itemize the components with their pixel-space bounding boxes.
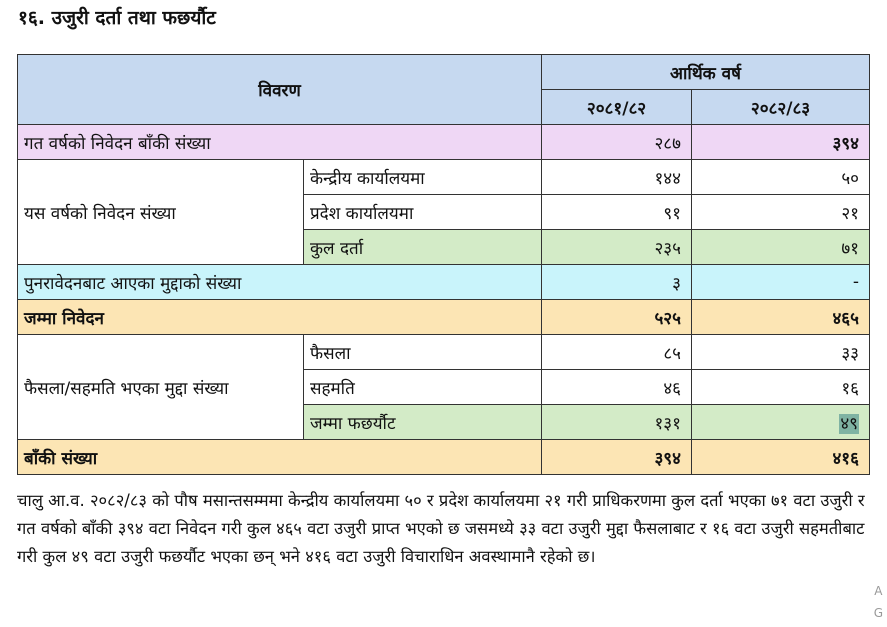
table-row [18,125,870,160]
cell-value: - [692,265,870,300]
cell-value: २३५ [542,230,692,265]
sub-row-label: जम्मा फछर्यौट [304,405,542,440]
cell-value: २१ [692,195,870,230]
row-label: यस वर्षको निवेदन संख्या [18,160,304,265]
row-label: गत वर्षको निवेदन बाँकी संख्या [18,125,542,160]
sub-row-label: केन्द्रीय कार्यालयमा [304,160,542,195]
row-label: पुनरावेदनबाट आएका मुद्दाको संख्या [18,265,542,300]
table-row [18,300,870,335]
table-row [18,160,870,195]
cell-value: १४४ [542,160,692,195]
cell-value: ७१ [692,230,870,265]
table-row [18,440,870,475]
section-title: १६. उजुरी दर्ता तथा फछर्यौट [18,7,216,29]
sub-row-label: सहमति [304,370,542,405]
cell-value: ५२५ [542,300,692,335]
cell-value: ४१६ [692,440,870,475]
sub-row-label: कुल दर्ता [304,230,542,265]
row-label: जम्मा निवेदन [18,300,542,335]
watermark [874,580,883,624]
row-label: बाँकी संख्या [18,440,542,475]
header-row [18,55,870,90]
cell-value: १३१ [542,405,692,440]
cell-value: १६ [692,370,870,405]
sub-row-label: फैसला [304,335,542,370]
cell-value: ५० [692,160,870,195]
summary-paragraph: चालु आ.व. २०८२/८३ को पौष मसान्तसम्ममा केन्द्रीय कार्यालयमा ५० र प्रदेश कार्यालयमा २१ गरी प्राधिकरणमा कुल दर्ता भएका ७१ वटा उजुरी र गत वर्षको बाँकी ३९४ वटा निवेदन गरी कुल ४६५ वटा उजुरी प्राप्त भएको छ जसमध्ये ३३ वटा उजुरी मुद्दा फैसलाबाट र १६ वटा उजुरी सहमतीबाट गरी कुल ४९ वटा उजुरी फछर्यौट भएका छन् भने ४१६ वटा उजुरी विचाराधिन अवस्थामानै रहेको छ। [17,491,865,566]
year-header: २०८२/८३ [692,90,870,125]
row-label: फैसला/सहमति भएका मुद्दा संख्या [18,335,304,440]
column-header-fiscal-year: आर्थिक वर्ष [542,55,870,90]
cell-value: २८७ [542,125,692,160]
cell-value: ३३ [692,335,870,370]
cell-value: ३९४ [692,125,870,160]
complaints-table [17,54,870,475]
cell-value: ४६५ [692,300,870,335]
column-header-description: विवरण [18,55,542,125]
cell-value: ३ [542,265,692,300]
sub-row-label: प्रदेश कार्यालयमा [304,195,542,230]
cell-value-highlighted [692,405,870,440]
watermark-letter: G [873,606,883,620]
cell-value: ४६ [542,370,692,405]
watermark-letter: A [874,584,883,598]
cell-value: ९१ [542,195,692,230]
year-header: २०८१/८२ [542,90,692,125]
cell-value: ८५ [542,335,692,370]
table-row [18,265,870,300]
table-row [18,335,870,370]
cell-value: ३९४ [542,440,692,475]
highlighted-value: ४९ [840,413,858,434]
